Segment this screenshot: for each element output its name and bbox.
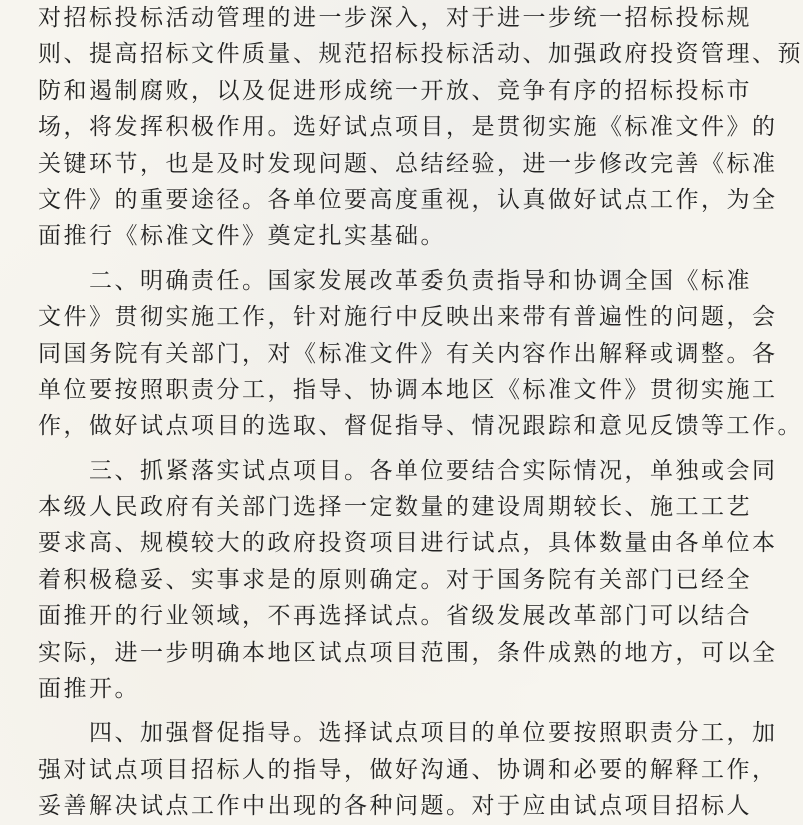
paragraph-4 — [38, 715, 778, 824]
text-line: 对招标投标活动管理的进一步深入，对于进一步统一招标投标规 — [38, 5, 752, 31]
paragraph-1 — [38, 0, 803, 255]
text-line: 面推开的行业领域，不再选择试点。省级发展改革部门可以结合 — [38, 603, 752, 630]
text-line: 防和遏制腐败，以及促进形成统一开放、竞争有序的招标投标市 — [38, 77, 752, 104]
text-line: 着积极稳妥、实事求是的原则确定。对于国务院有关部门已经全 — [38, 566, 752, 593]
text-line: 面推行《标准文件》奠定扎实基础。 — [38, 223, 446, 250]
text-line: 文件》的重要途径。各单位要高度重视，认真做好试点工作，为全 — [38, 186, 778, 213]
text-line: 二、明确责任。国家发展改革委负责指导和协调全国《标准 — [38, 267, 752, 294]
document-body — [38, 0, 803, 825]
text-line: 关键环节，也是及时发现问题、总结经验，进一步修改完善《标准 — [38, 150, 778, 177]
text-line: 三、抓紧落实试点项目。各单位要结合实际情况，单独或会同 — [38, 457, 778, 484]
text-line: 场，将发挥积极作用。选好试点项目，是贯彻实施《标准文件》的 — [38, 114, 778, 141]
text-line: 单位要按照职责分工，指导、协调本地区《标准文件》贯彻实施工 — [38, 376, 778, 403]
paragraph-spacer — [38, 445, 618, 453]
text-line: 强对试点项目招标人的指导，做好沟通、协调和必要的解释工作， — [38, 756, 778, 783]
text-line: 要求高、规模较大的政府投资项目进行试点，具体数量由各单位本 — [38, 530, 778, 557]
paragraph-spacer — [38, 255, 618, 263]
text-line: 四、加强督促指导。选择试点项目的单位要按照职责分工，加 — [38, 720, 778, 747]
text-line: 同国务院有关部门，对《标准文件》有关内容作出解释或调整。各 — [38, 340, 778, 367]
text-line: 实际，进一步明确本地区试点项目范围，条件成熟的地方，可以全 — [38, 639, 778, 666]
text-line: 作，做好试点项目的选取、督促指导、情况跟踪和意见反馈等工作。 — [38, 413, 803, 440]
text-line: 本级人民政府有关部门选择一定数量的建设周期较长、施工工艺 — [38, 494, 752, 521]
paragraph-3 — [38, 453, 778, 708]
text-line: 妥善解决试点工作中出现的各种问题。对于应由试点项目招标人 — [38, 793, 752, 820]
text-line: 文件》贯彻实施工作，针对施行中反映出来带有普遍性的问题，会 — [38, 304, 778, 331]
paragraph-spacer — [38, 707, 618, 715]
text-line: 面推开。 — [38, 676, 140, 703]
paragraph-2 — [38, 263, 803, 445]
text-line: 则、提高招标文件质量、规范招标投标活动、加强政府投资管理、预 — [38, 41, 803, 68]
